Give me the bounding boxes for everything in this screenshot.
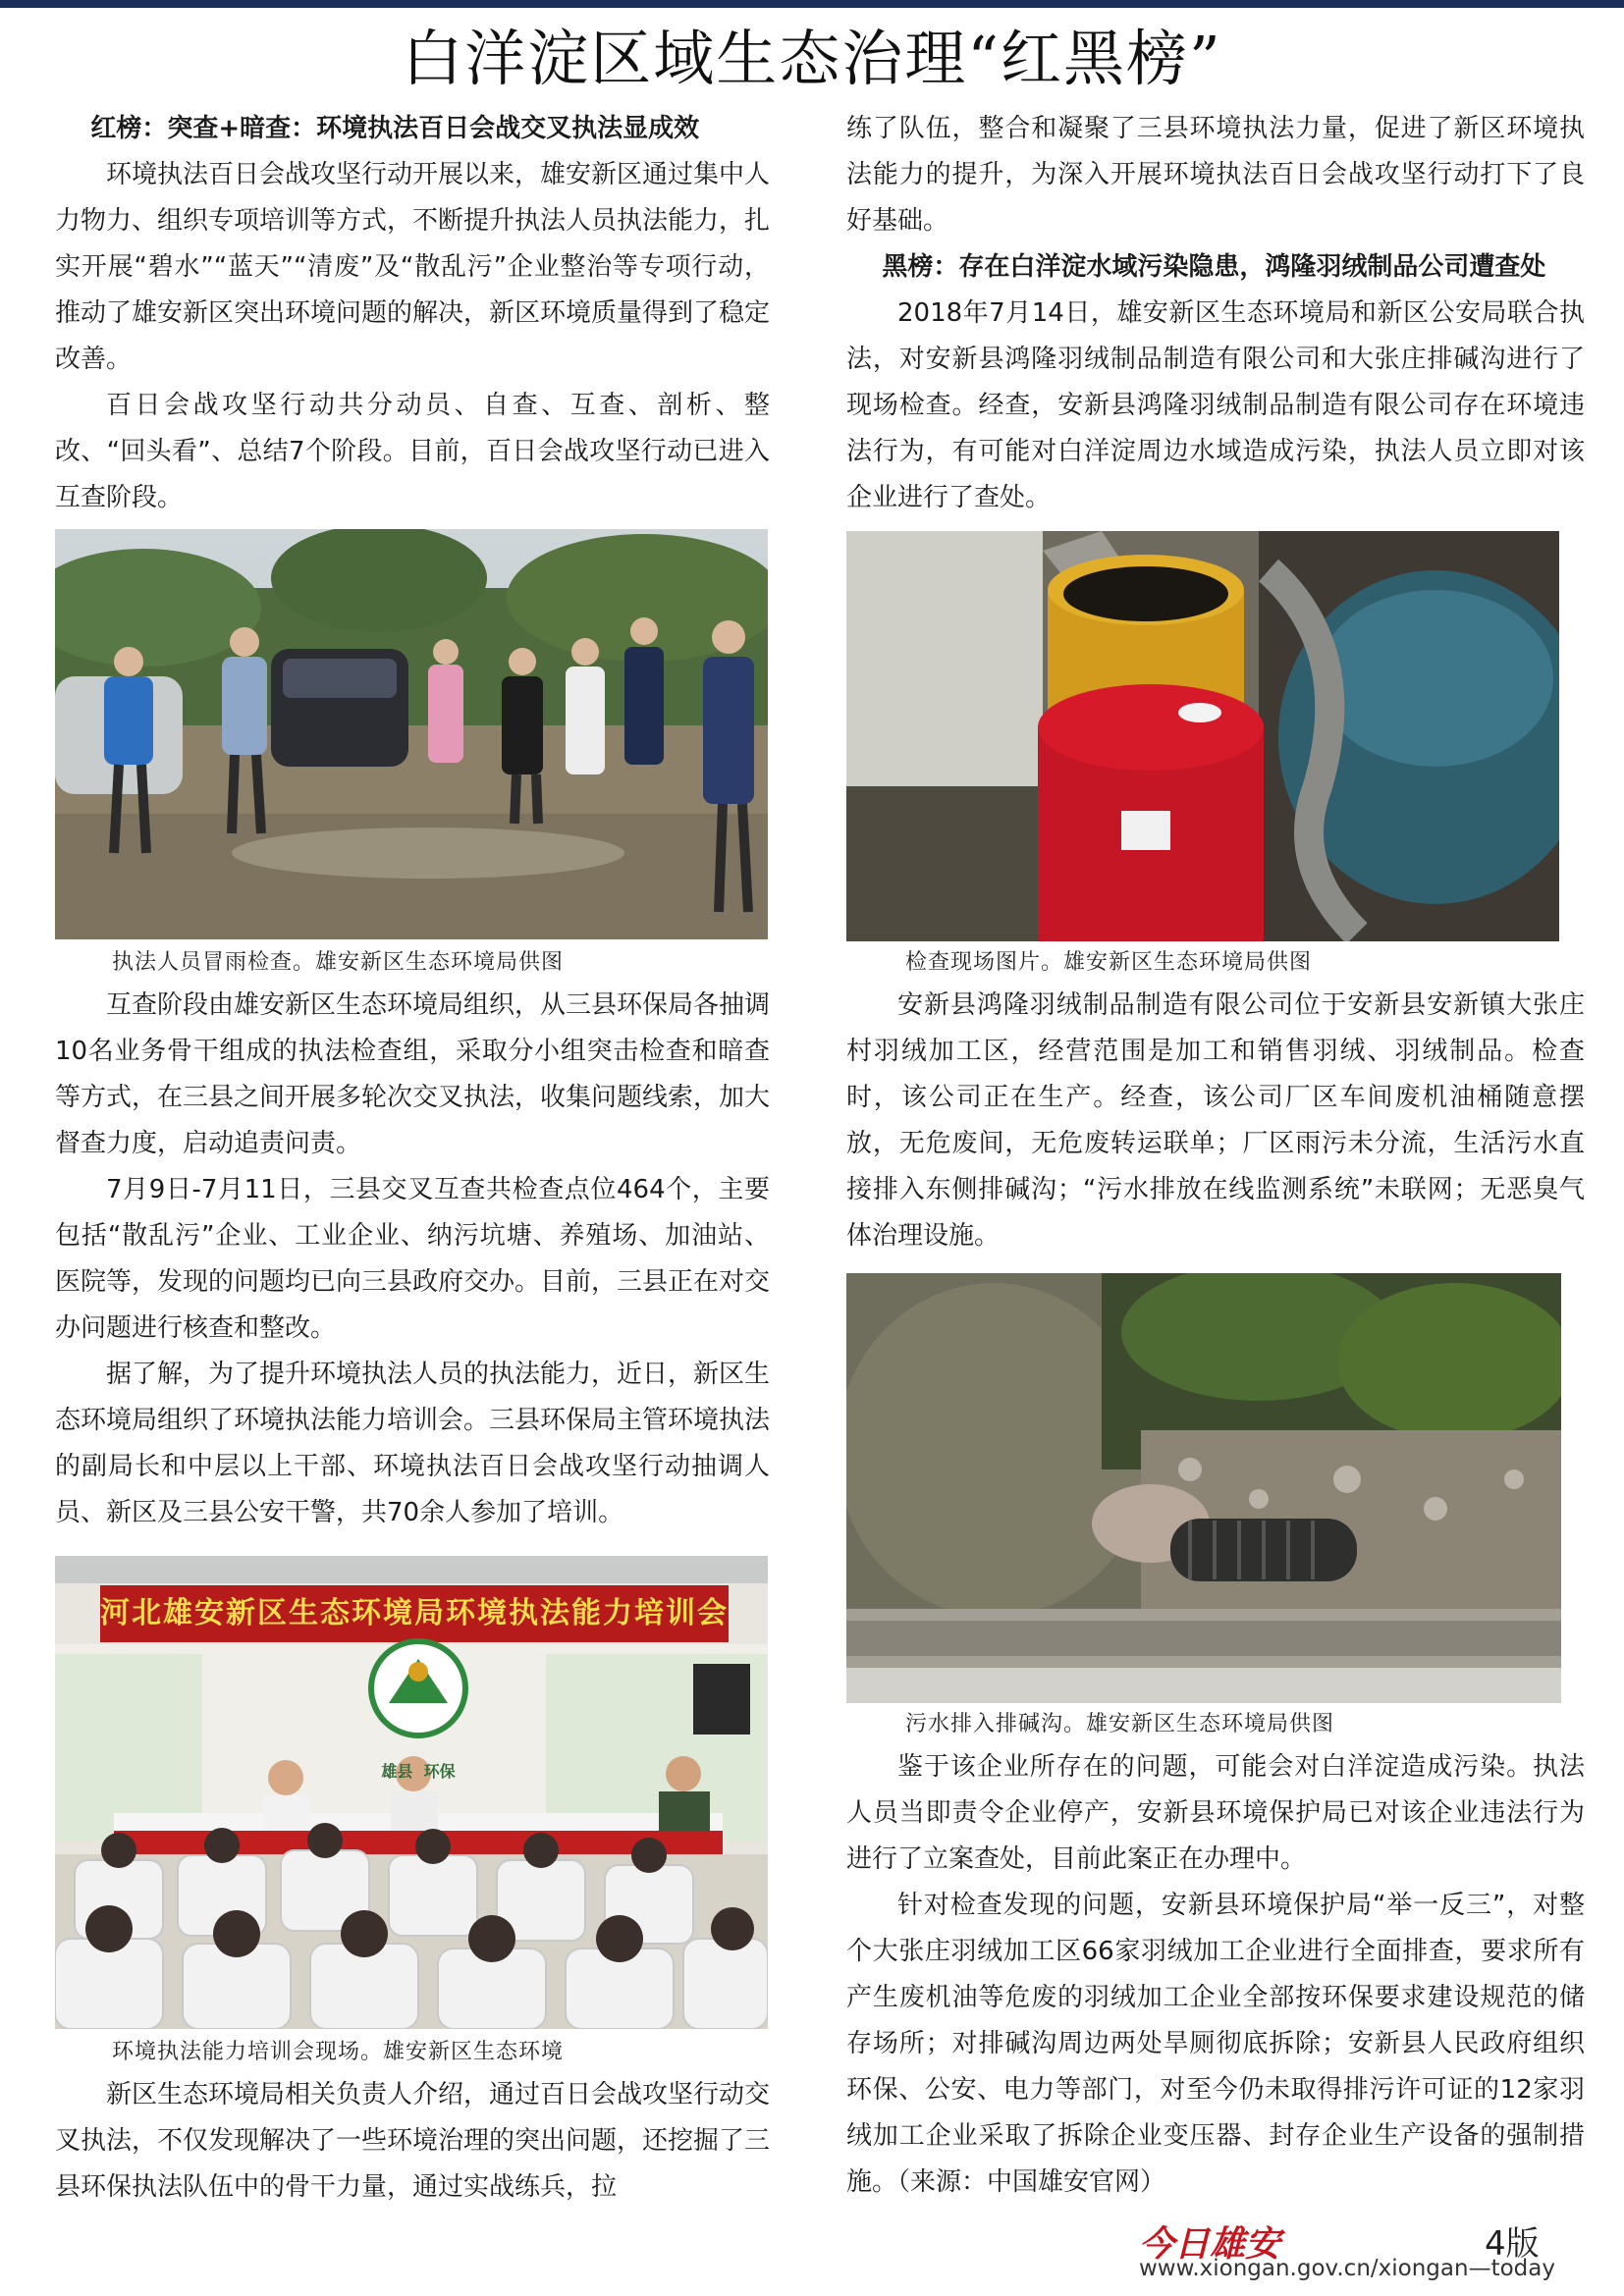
paragraph: 互查阶段由雄安新区生态环境局组织，从三县环保局各抽调10名业务骨干组成的执法检查组，采取分小组突击检查和暗查等方式，在三县之间开展多轮次交叉执法，收集问题线索，加大督查力度，启动追责问责。	[55, 990, 771, 1158]
top-bar	[0, 0, 1624, 8]
paragraph: 7月9日-7月11日，三县交叉互查共检查点位464个，主要包括“散乱污”企业、工业企业、纳污坑塘、养殖场、加油站、医院等，发现的问题均已向三县政府交办。目前，三县正在对交办问题进行核查和整改。	[55, 1175, 771, 1343]
photo-training-meeting	[55, 1556, 768, 2029]
page-number: 4版	[1485, 2224, 1540, 2264]
photo-sewage-ditch	[846, 1273, 1561, 1703]
training-banner-text: 河北雄安新区生态环境局环境执法能力培训会	[100, 1596, 729, 1630]
paragraph: 鉴于该企业所存在的问题，可能会对白洋淀造成污染。执法人员当即责令企业停产，安新县环境保护局已对该企业违法行为进行了立案查处，目前此案正在办理中。	[846, 1752, 1585, 1874]
paragraph: 新区生态环境局相关负责人介绍，通过百日会战攻坚行动交叉执法，不仅发现解决了一些环境治理的突出问题，还挖掘了三县环保执法队伍中的骨干力量，通过实战练兵，拉	[55, 2080, 771, 2202]
photo-oil-barrels	[846, 531, 1559, 941]
paragraph: 2018年7月14日，雄安新区生态环境局和新区公安局联合执法，对安新县鸿隆羽绒制品制造有限公司和大张庄排碱沟进行了现场检查。经查，安新县鸿隆羽绒制品制造有限公司存在环境违法行为，有可能对白洋淀周边水域造成污染，执法人员立即对该企业进行了查处。	[846, 298, 1585, 512]
website-url: www.xiongan.gov.cn/xiongan—today	[1139, 2256, 1555, 2281]
paragraph: 据了解，为了提升环境执法人员的执法能力，近日，新区生态环境局组织了环境执法能力培训会。三县环保局主管环境执法的副局长和中层以上干部、环境执法百日会战攻坚行动抽调人员、新区及三县公安干警，共70余人参加了培训。	[55, 1360, 771, 1527]
paragraph: 百日会战攻坚行动共分动员、自查、互查、剖析、整改、“回头看”、总结7个阶段。目前，百日会战攻坚行动已进入互查阶段。	[55, 391, 770, 512]
red-list-heading: 红榜：突查+暗查：环境执法百日会战交叉执法显成效	[90, 114, 700, 143]
page-title: 白洋淀区域生态治理“红黑榜”	[402, 23, 1222, 94]
masthead-logo: 今日雄安	[1139, 2223, 1281, 2265]
photo-caption: 环境执法能力培训会现场。雄安新区生态环境	[112, 2040, 565, 2064]
photo-rain-inspection	[55, 529, 768, 939]
photo-caption: 污水排入排碱沟。雄安新区生态环境局供图	[905, 1712, 1335, 1736]
paragraph: 安新县鸿隆羽绒制品制造有限公司位于安新县安新镇大张庄村羽绒加工区，经营范围是加工和销售羽绒、羽绒制品。检查时，该公司正在生产。经查，该公司厂区车间废机油桶随意摆放，无危废间，无危废转运联单；厂区雨污未分流，生活污水直接排入东侧排碱沟；“污水排放在线监测系统”未联网；无恶臭气体治理设施。	[846, 990, 1585, 1251]
left-column	[55, 106, 770, 2211]
black-list-heading: 黑榜：存在白洋淀水域污染隐患，鸿隆羽绒制品公司遭查处	[882, 252, 1546, 282]
paragraph: 环境执法百日会战攻坚行动开展以来，雄安新区通过集中人力物力、组织专项培训等方式，不断提升执法人员执法能力，扎实开展“碧水”“蓝天”“清废”及“散乱污”企业整治等专项行动，推动了雄安新区突出环境问题的解决，新区环境质量得到了稳定改善。	[55, 160, 771, 374]
photo-caption: 执法人员冒雨检查。雄安新区生态环境局供图	[112, 950, 565, 975]
photo-caption: 检查现场图片。雄安新区生态环境局供图	[905, 950, 1313, 975]
right-column	[846, 106, 1585, 2206]
paragraph: 练了队伍，整合和凝聚了三县环境执法力量，促进了新区环境执法能力的提升，为深入开展环境执法百日会战攻坚行动打下了良好基础。	[846, 114, 1585, 236]
emblem-text: 雄县 环保	[381, 1762, 456, 1781]
paragraph: 针对检查发现的问题，安新县环境保护局“举一反三”，对整个大张庄羽绒加工区66家羽绒加工企业进行全面排查，要求所有产生废机油等危废的羽绒加工企业全部按环保要求建设规范的储存场所；对排碱沟周边两处旱厕彻底拆除；安新县人民政府组织环保、公安、电力等部门，对至今仍未取得排污许可证的12家羽绒加工企业采取了拆除企业变压器、封存企业生产设备的强制措施。（来源：中国雄安官网）	[846, 1891, 1585, 2197]
